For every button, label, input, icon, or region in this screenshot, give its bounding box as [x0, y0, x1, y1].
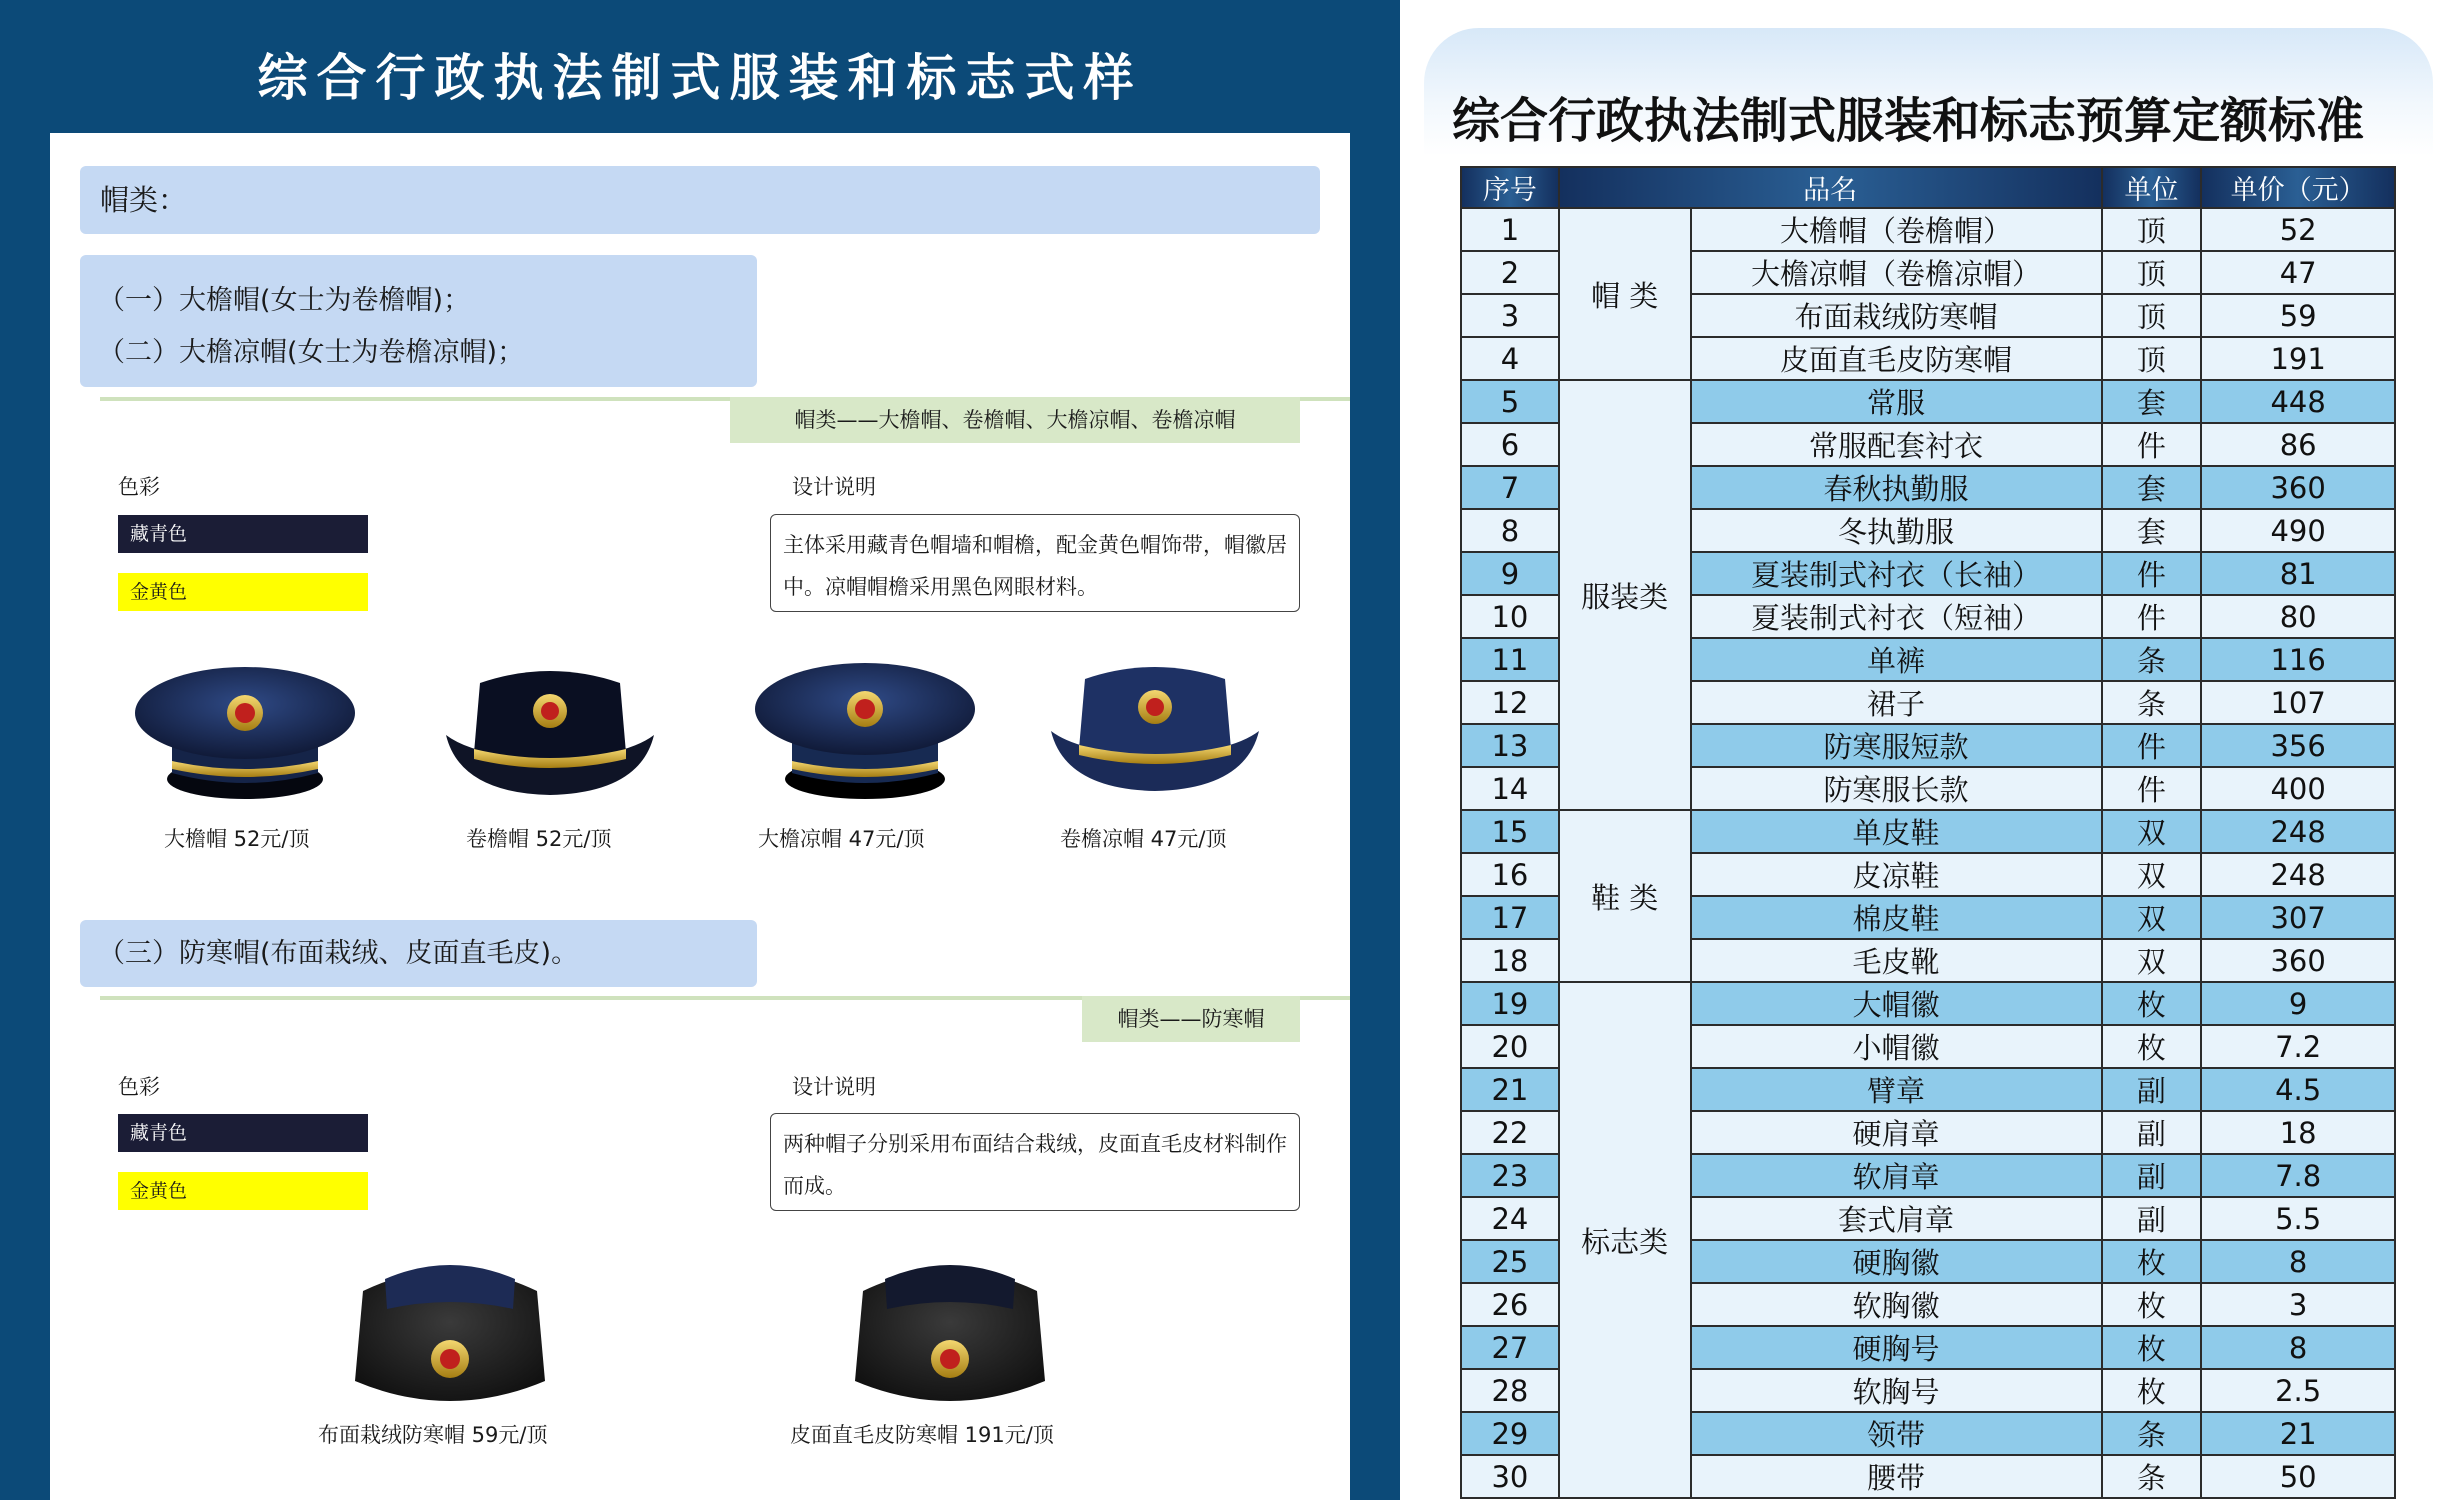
- swatch-gold-2: 金黄色: [118, 1172, 368, 1210]
- row-index-cell: 15: [1461, 810, 1559, 853]
- hat-caption-1: 大檐帽 52元/顶: [164, 827, 310, 851]
- row-item-name-cell: 棉皮鞋: [1691, 896, 2102, 939]
- row-price-cell: 448: [2201, 380, 2395, 423]
- row-price-cell: 490: [2201, 509, 2395, 552]
- row-unit-cell: 条: [2102, 638, 2202, 681]
- row-price-cell: 116: [2201, 638, 2395, 681]
- row-index-cell: 25: [1461, 1240, 1559, 1283]
- row-price-cell: 59: [2201, 294, 2395, 337]
- rolled-brim-cap-image: [440, 653, 660, 803]
- hat-item-2: （二）大檐凉帽(女士为卷檐凉帽)；: [98, 337, 525, 368]
- row-unit-cell: 件: [2102, 767, 2202, 810]
- row-price-cell: 47: [2201, 251, 2395, 294]
- row-index-cell: 1: [1461, 208, 1559, 251]
- row-unit-cell: 件: [2102, 552, 2202, 595]
- row-index-cell: 16: [1461, 853, 1559, 896]
- peaked-cap-image: [130, 651, 360, 811]
- row-index-cell: 20: [1461, 1025, 1559, 1068]
- hat-items-list: [80, 255, 757, 387]
- category-cell: 标志类: [1559, 982, 1691, 1498]
- row-price-cell: 307: [2201, 896, 2395, 939]
- row-index-cell: 21: [1461, 1068, 1559, 1111]
- row-index-cell: 9: [1461, 552, 1559, 595]
- row-price-cell: 2.5: [2201, 1369, 2395, 1412]
- row-index-cell: 10: [1461, 595, 1559, 638]
- row-unit-cell: 件: [2102, 423, 2202, 466]
- row-price-cell: 7.8: [2201, 1154, 2395, 1197]
- row-index-cell: 8: [1461, 509, 1559, 552]
- row-price-cell: 9: [2201, 982, 2395, 1025]
- row-price-cell: 8: [2201, 1326, 2395, 1369]
- row-item-name-cell: 臂章: [1691, 1068, 2102, 1111]
- color-label-2: 色彩: [118, 1075, 160, 1099]
- row-index-cell: 4: [1461, 337, 1559, 380]
- row-price-cell: 191: [2201, 337, 2395, 380]
- section-header-hats: 帽类：: [80, 166, 1320, 234]
- category-cell: 鞋 类: [1559, 810, 1691, 982]
- budget-table: [1460, 166, 2396, 1499]
- row-item-name-cell: 大檐帽（卷檐帽）: [1691, 208, 2102, 251]
- category-cell: 服装类: [1559, 380, 1691, 810]
- row-index-cell: 17: [1461, 896, 1559, 939]
- row-index-cell: 2: [1461, 251, 1559, 294]
- row-unit-cell: 件: [2102, 724, 2202, 767]
- summer-rolled-brim-cap-image: [1045, 651, 1265, 801]
- row-unit-cell: 顶: [2102, 337, 2202, 380]
- hat-caption-2: 卷檐帽 52元/顶: [466, 827, 612, 851]
- row-index-cell: 29: [1461, 1412, 1559, 1455]
- row-unit-cell: 枚: [2102, 1369, 2202, 1412]
- cloth-winter-hat-image: [345, 1251, 555, 1416]
- row-unit-cell: 枚: [2102, 1025, 2202, 1068]
- table-row: [1461, 208, 2395, 251]
- left-page-title: 综合行政执法制式服装和标志式样: [257, 48, 1143, 107]
- row-unit-cell: 枚: [2102, 1326, 2202, 1369]
- row-unit-cell: 枚: [2102, 982, 2202, 1025]
- swatch-navy-1: 藏青色: [118, 515, 368, 553]
- row-index-cell: 26: [1461, 1283, 1559, 1326]
- row-price-cell: 400: [2201, 767, 2395, 810]
- hat-caption-4: 卷檐凉帽 47元/顶: [1060, 827, 1227, 851]
- row-item-name-cell: 单裤: [1691, 638, 2102, 681]
- style-sheet: [50, 133, 1350, 1500]
- row-unit-cell: 双: [2102, 853, 2202, 896]
- header-unit: 单位: [2102, 167, 2202, 208]
- table-row: [1461, 810, 2395, 853]
- design-description-1: 主体采用藏青色帽墙和帽檐，配金黄色帽饰带，帽徽居中。凉帽帽檐采用黑色网眼材料。: [770, 514, 1300, 612]
- header-price: 单价（元）: [2201, 167, 2395, 208]
- row-item-name-cell: 夏装制式衬衣（长袖）: [1691, 552, 2102, 595]
- row-index-cell: 7: [1461, 466, 1559, 509]
- row-index-cell: 11: [1461, 638, 1559, 681]
- table-row: [1461, 380, 2395, 423]
- color-label-1: 色彩: [118, 475, 160, 499]
- row-unit-cell: 副: [2102, 1068, 2202, 1111]
- row-item-name-cell: 软胸号: [1691, 1369, 2102, 1412]
- row-item-name-cell: 夏装制式衬衣（短袖）: [1691, 595, 2102, 638]
- row-item-name-cell: 硬胸号: [1691, 1326, 2102, 1369]
- design-label-1: 设计说明: [792, 475, 876, 499]
- row-price-cell: 18: [2201, 1111, 2395, 1154]
- row-index-cell: 12: [1461, 681, 1559, 724]
- row-index-cell: 27: [1461, 1326, 1559, 1369]
- winter-hat-item: （三）防寒帽(布面栽绒、皮面直毛皮)。: [80, 920, 757, 987]
- row-unit-cell: 双: [2102, 896, 2202, 939]
- row-item-name-cell: 春秋执勤服: [1691, 466, 2102, 509]
- row-price-cell: 81: [2201, 552, 2395, 595]
- row-item-name-cell: 常服配套衬衣: [1691, 423, 2102, 466]
- row-price-cell: 52: [2201, 208, 2395, 251]
- table-body: [1461, 208, 2395, 1498]
- row-item-name-cell: 腰带: [1691, 1455, 2102, 1498]
- row-index-cell: 22: [1461, 1111, 1559, 1154]
- design-description-2: 两种帽子分别采用布面结合栽绒，皮面直毛皮材料制作而成。: [770, 1113, 1300, 1211]
- row-item-name-cell: 常服: [1691, 380, 2102, 423]
- leather-winter-hat-image: [845, 1251, 1055, 1416]
- row-index-cell: 19: [1461, 982, 1559, 1025]
- row-unit-cell: 枚: [2102, 1240, 2202, 1283]
- row-unit-cell: 双: [2102, 939, 2202, 982]
- row-unit-cell: 套: [2102, 380, 2202, 423]
- row-price-cell: 356: [2201, 724, 2395, 767]
- row-price-cell: 248: [2201, 810, 2395, 853]
- row-index-cell: 14: [1461, 767, 1559, 810]
- row-index-cell: 24: [1461, 1197, 1559, 1240]
- row-item-name-cell: 单皮鞋: [1691, 810, 2102, 853]
- header-item-name: 品名: [1559, 167, 2102, 208]
- row-item-name-cell: 裙子: [1691, 681, 2102, 724]
- design-label-2: 设计说明: [792, 1075, 876, 1099]
- row-unit-cell: 条: [2102, 1412, 2202, 1455]
- row-price-cell: 86: [2201, 423, 2395, 466]
- budget-table-title: 综合行政执法制式服装和标志预算定额标准: [1452, 93, 2365, 149]
- row-item-name-cell: 皮凉鞋: [1691, 853, 2102, 896]
- row-item-name-cell: 皮面直毛皮防寒帽: [1691, 337, 2102, 380]
- row-price-cell: 21: [2201, 1412, 2395, 1455]
- row-index-cell: 28: [1461, 1369, 1559, 1412]
- row-price-cell: 360: [2201, 466, 2395, 509]
- row-unit-cell: 副: [2102, 1154, 2202, 1197]
- row-price-cell: 3: [2201, 1283, 2395, 1326]
- row-item-name-cell: 布面栽绒防寒帽: [1691, 294, 2102, 337]
- row-item-name-cell: 套式肩章: [1691, 1197, 2102, 1240]
- row-index-cell: 5: [1461, 380, 1559, 423]
- category-tag-2: 帽类——防寒帽: [1082, 996, 1300, 1042]
- row-item-name-cell: 毛皮靴: [1691, 939, 2102, 982]
- row-index-cell: 3: [1461, 294, 1559, 337]
- row-price-cell: 50: [2201, 1455, 2395, 1498]
- row-unit-cell: 双: [2102, 810, 2202, 853]
- row-index-cell: 13: [1461, 724, 1559, 767]
- row-index-cell: 18: [1461, 939, 1559, 982]
- row-item-name-cell: 软肩章: [1691, 1154, 2102, 1197]
- row-price-cell: 5.5: [2201, 1197, 2395, 1240]
- row-item-name-cell: 大檐凉帽（卷檐凉帽）: [1691, 251, 2102, 294]
- row-item-name-cell: 软胸徽: [1691, 1283, 2102, 1326]
- row-price-cell: 8: [2201, 1240, 2395, 1283]
- row-price-cell: 80: [2201, 595, 2395, 638]
- row-index-cell: 30: [1461, 1455, 1559, 1498]
- hat-item-1: （一）大檐帽(女士为卷檐帽)；: [98, 285, 471, 316]
- category-cell: 帽 类: [1559, 208, 1691, 380]
- row-unit-cell: 副: [2102, 1197, 2202, 1240]
- row-index-cell: 23: [1461, 1154, 1559, 1197]
- swatch-gold-1: 金黄色: [118, 573, 368, 611]
- table-header-row: [1461, 167, 2395, 208]
- row-price-cell: 360: [2201, 939, 2395, 982]
- row-item-name-cell: 大帽徽: [1691, 982, 2102, 1025]
- row-item-name-cell: 防寒服长款: [1691, 767, 2102, 810]
- row-unit-cell: 套: [2102, 509, 2202, 552]
- row-unit-cell: 条: [2102, 1455, 2202, 1498]
- row-unit-cell: 顶: [2102, 294, 2202, 337]
- winter-hat-caption-1: 布面栽绒防寒帽 59元/顶: [318, 1423, 548, 1447]
- row-unit-cell: 枚: [2102, 1283, 2202, 1326]
- table-row: [1461, 982, 2395, 1025]
- row-item-name-cell: 领带: [1691, 1412, 2102, 1455]
- summer-peaked-cap-image: [750, 649, 980, 809]
- row-item-name-cell: 硬肩章: [1691, 1111, 2102, 1154]
- row-price-cell: 4.5: [2201, 1068, 2395, 1111]
- row-unit-cell: 条: [2102, 681, 2202, 724]
- row-unit-cell: 顶: [2102, 251, 2202, 294]
- row-index-cell: 6: [1461, 423, 1559, 466]
- winter-hat-caption-2: 皮面直毛皮防寒帽 191元/顶: [790, 1423, 1054, 1447]
- row-item-name-cell: 硬胸徽: [1691, 1240, 2102, 1283]
- row-price-cell: 248: [2201, 853, 2395, 896]
- hat-caption-3: 大檐凉帽 47元/顶: [758, 827, 925, 851]
- row-price-cell: 107: [2201, 681, 2395, 724]
- row-unit-cell: 顶: [2102, 208, 2202, 251]
- row-unit-cell: 件: [2102, 595, 2202, 638]
- header-index: 序号: [1461, 167, 1559, 208]
- category-tag-1: 帽类——大檐帽、卷檐帽、大檐凉帽、卷檐凉帽: [730, 397, 1300, 443]
- swatch-navy-2: 藏青色: [118, 1114, 368, 1152]
- row-unit-cell: 副: [2102, 1111, 2202, 1154]
- row-item-name-cell: 防寒服短款: [1691, 724, 2102, 767]
- row-price-cell: 7.2: [2201, 1025, 2395, 1068]
- row-item-name-cell: 小帽徽: [1691, 1025, 2102, 1068]
- row-unit-cell: 套: [2102, 466, 2202, 509]
- row-item-name-cell: 冬执勤服: [1691, 509, 2102, 552]
